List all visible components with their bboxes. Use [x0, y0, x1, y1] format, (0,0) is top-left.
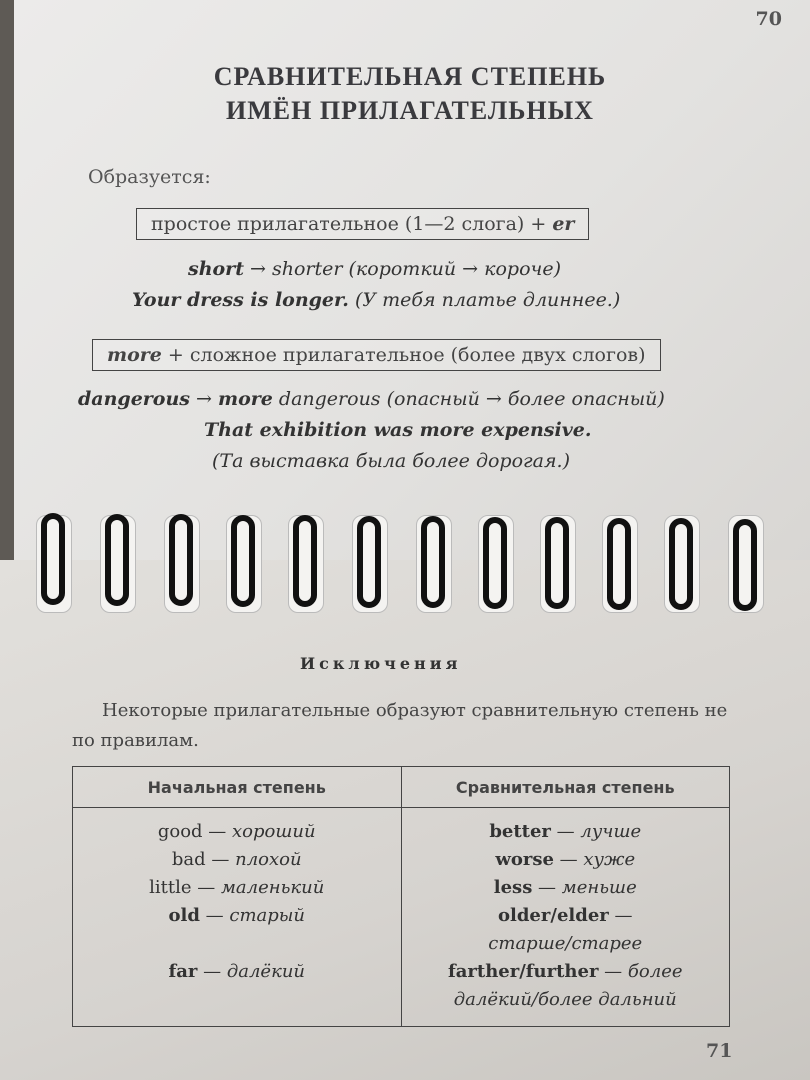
table-row-cont: далёкий/более дальний	[453, 989, 677, 1010]
example-sentence-2-en: That exhibition was more expensive.	[204, 419, 592, 441]
table-row: farther/further — более	[448, 961, 683, 982]
rule-text: + сложное прилагательное (более двух слогов)	[161, 344, 646, 366]
table-row: worse — хуже	[495, 849, 636, 870]
table-row: good — хороший	[157, 821, 316, 842]
example-sentence-1: Your dress is longer. (У тебя платье длиннее.)	[132, 289, 621, 311]
header-positive: Начальная степень	[73, 767, 402, 808]
rule-prefix: more	[107, 344, 162, 366]
table-row: little — маленький	[149, 877, 325, 898]
binding-coil	[231, 515, 255, 607]
table-row: old — старый	[168, 905, 306, 926]
binding-coil	[357, 516, 381, 608]
header-comparative: Сравнительная степень	[401, 767, 730, 808]
exceptions-table	[72, 766, 730, 1027]
page-number-top: 70	[755, 8, 782, 30]
positive-column	[73, 808, 402, 1027]
rule-box-simple	[136, 208, 589, 240]
example-sentence-2-ru: (Та выставка была более дорогая.)	[212, 450, 570, 472]
example-dangerous: dangerous → more dangerous (опасный → более опасный)	[78, 388, 665, 410]
table-row-cont: старше/старее	[488, 933, 643, 954]
exceptions-paragraph: Некоторые прилагательные образуют сравнительную степень не по правилам.	[72, 700, 728, 751]
binding-coil	[669, 518, 693, 610]
rule-box-complex	[92, 339, 661, 371]
binding-coil	[169, 514, 193, 606]
binding-coil	[41, 513, 65, 605]
example-short: short → shorter (короткий → короче)	[188, 258, 562, 280]
binding-coil	[733, 519, 757, 611]
spiral-binding	[0, 505, 810, 615]
table-row: bad — плохой	[171, 849, 302, 870]
table-row: far — далёкий	[168, 961, 306, 982]
binding-coil	[293, 515, 317, 607]
table-row: less — меньше	[493, 877, 637, 898]
page-title	[100, 60, 720, 128]
comparative-column	[401, 808, 730, 1027]
page-number-bottom: 71	[706, 1040, 733, 1062]
binding-coil	[545, 517, 569, 609]
binding-coil	[607, 518, 631, 610]
intro-text: Образуется:	[88, 166, 211, 188]
rule-suffix: er	[552, 213, 575, 235]
binding-coil	[483, 517, 507, 609]
table-row: older/elder —	[498, 905, 633, 926]
title-line-2: ИМЁН ПРИЛАГАТЕЛЬНЫХ	[226, 96, 594, 125]
exceptions-title: Исключения	[300, 654, 462, 673]
binding-coil	[421, 516, 445, 608]
rule-text: простое прилагательное (1—2 слога) +	[151, 213, 553, 235]
binding-coil	[105, 514, 129, 606]
title-line-1: СРАВНИТЕЛЬНАЯ СТЕПЕНЬ	[213, 62, 607, 91]
table-row: better — лучше	[489, 821, 642, 842]
